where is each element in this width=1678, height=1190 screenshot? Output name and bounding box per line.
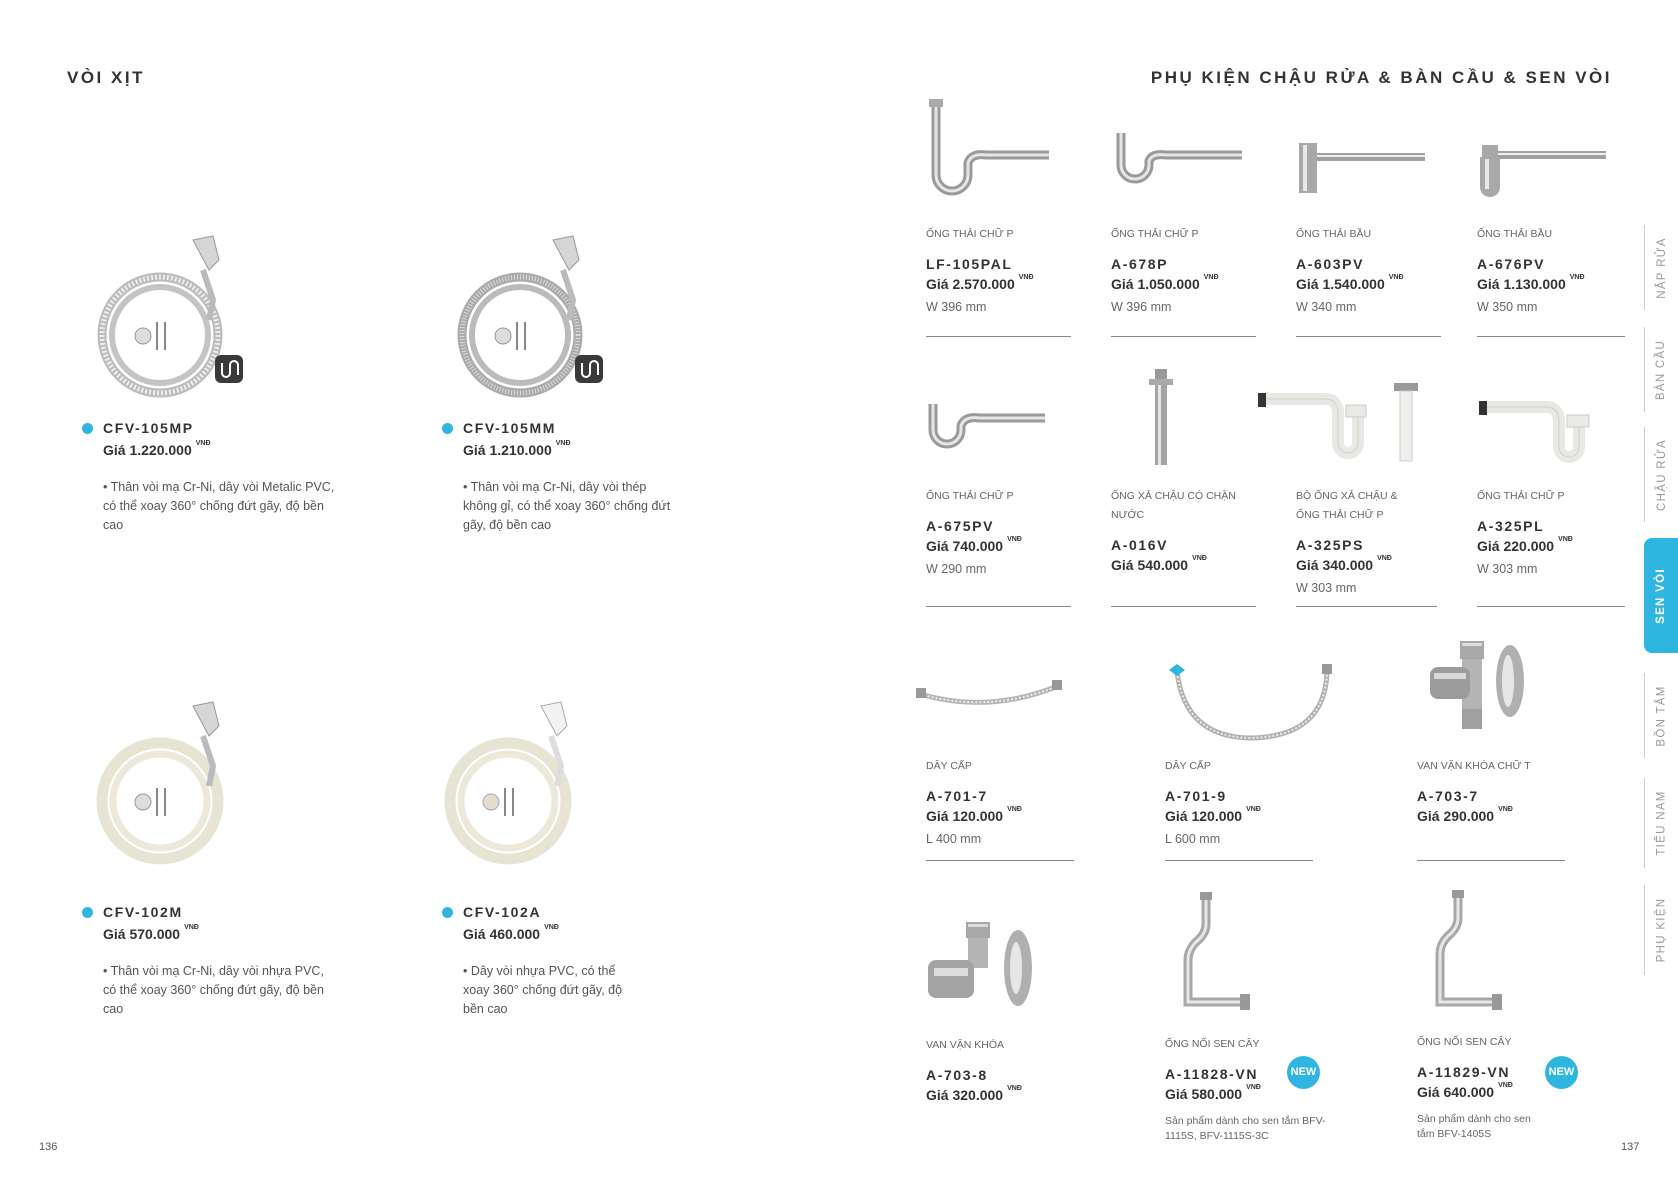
divider [1296,606,1437,607]
product-code: A-325PL [1477,518,1545,534]
tab-sen-voi[interactable]: SEN VÒI [1644,538,1678,653]
product-category: ỐNG THẢI BẦU [1296,228,1372,240]
bullet-dot [442,423,453,434]
product-a-678p [1111,225,1256,314]
product-price: Giá 570.000 $^{VNĐ}$ [103,924,199,942]
product-code: A-703-7 [1417,788,1479,804]
product-code: CFV-105MP [103,420,194,436]
bidet-sprayer-steel-hose-image [445,230,625,410]
product-code: A-676PV [1477,256,1546,272]
divider [926,336,1071,337]
product-code: A-11829-VN [1417,1064,1511,1080]
divider [926,860,1074,861]
bullet-dot [442,907,453,918]
product-a-603pv [1296,225,1441,314]
product-a-703-7 [1417,757,1565,824]
product-price: Giá 1.210.000 $^{VNĐ}$ [463,440,571,458]
tab-nap-rua[interactable]: NẮP RỬA [1644,225,1678,310]
product-category: BỘ ỐNG XẢ CHẬU & ỐNG THẢI CHỮ P [1296,490,1398,521]
bidet-sprayer-metal-hose-image [85,230,265,410]
new-badge: NEW [1287,1056,1320,1089]
product-code: LF-105PAL [926,256,1013,272]
product-code: CFV-102M [103,904,183,920]
product-dimension: W 396 mm [926,300,987,314]
drain-valve-image [1141,367,1181,467]
p-trap-white-image [1477,387,1607,467]
product-code: A-016V [1111,537,1169,553]
product-code: A-11828-VN [1165,1066,1259,1082]
bidet-sprayer-pvc-hose-image [85,696,265,876]
product-category: VAN VẶN KHÓA [926,1039,1004,1051]
page-number-left: 136 [39,1141,58,1153]
product-a-675pv [926,487,1071,576]
product-a-11829-vn [1417,1033,1617,1142]
bullet-dot [82,423,93,434]
supply-hose-image [1165,662,1340,742]
product-price: Giá 740.000 $^{VNĐ}$ [926,536,1022,554]
product-price: Giá 340.000 $^{VNĐ}$ [1296,555,1392,573]
product-a-325ps [1296,487,1441,595]
product-price: Giá 1.540.000 $^{VNĐ}$ [1296,274,1404,292]
product-description: • Thân vòi mạ Cr-Ni, dây vòi thép không gỉ, có thể xoay 360° chống đứt gãy, độ bền cao [463,480,671,532]
divider [1111,336,1256,337]
product-lf-105pal [926,225,1071,314]
product-code: A-325PS [1296,537,1365,553]
product-description: • Thân vòi mạ Cr-Ni, dây vòi nhựa PVC, có thể xoay 360° chống đứt gãy, độ bền cao [103,964,324,1016]
product-category: ỐNG NỐI SEN CÂY [1165,1038,1260,1050]
product-price: Giá 290.000 $^{VNĐ}$ [1417,806,1513,824]
p-trap-pipe-image [1106,125,1246,205]
bullet-dot [82,907,93,918]
tab-ban-cau[interactable]: BÀN CẦU [1644,327,1678,412]
product-code: A-703-8 [926,1067,988,1083]
tab-phu-kien[interactable]: PHỤ KIỆN [1644,885,1678,975]
product-price: Giá 220.000 $^{VNĐ}$ [1477,536,1573,554]
product-code: A-678P [1111,256,1169,272]
product-description: • Thân vòi mạ Cr-Ni, dây vòi Metalic PVC, có thể xoay 360° chống đứt gãy, độ bền cao [103,480,335,532]
drain-and-trap-set-image [1256,377,1436,467]
product-category: DÂY CẤP [926,760,972,772]
product-price: Giá 640.000 $^{VNĐ}$ [1417,1082,1513,1100]
product-note: Sản phẩm dành cho sen tắm BFV-1115S, BFV-1115S-3C [1165,1115,1326,1142]
divider [1296,336,1441,337]
tab-bon-tam[interactable]: BỒN TẮM [1644,673,1678,758]
product-dimension: W 303 mm [1477,562,1538,576]
left-section-title: VÒI XỊT [67,68,145,87]
product-dimension: W 290 mm [926,562,987,576]
product-price: Giá 460.000 $^{VNĐ}$ [463,924,559,942]
right-section-title: PHỤ KIỆN CHẬU RỬA & BÀN CẦU & SEN VÒI [1150,68,1612,87]
product-category: ỐNG NỐI SEN CÂY [1417,1036,1512,1048]
product-price: Giá 1.220.000 $^{VNĐ}$ [103,440,211,458]
product-price: Giá 1.050.000 $^{VNĐ}$ [1111,274,1219,292]
product-code: CFV-102A [463,904,542,920]
product-a-703-8 [926,1036,1074,1103]
p-trap-pipe-image [921,392,1051,462]
divider [1477,336,1625,337]
tab-chau-rua[interactable]: CHẬU RỬA [1644,427,1678,522]
product-code: CFV-105MM [463,420,556,436]
product-category: VAN VẶN KHÓA CHỮ T [1417,760,1531,772]
product-price: Giá 540.000 $^{VNĐ}$ [1111,555,1207,573]
product-a-676pv [1477,225,1622,314]
shower-column-connector-image [1422,888,1512,1013]
bottle-trap-pipe-image [1472,135,1612,205]
divider [1111,606,1256,607]
product-dimension: W 340 mm [1296,300,1357,314]
product-dimension: W 396 mm [1111,300,1172,314]
product-category: ỐNG THẢI BẦU [1477,228,1553,240]
product-category: DÂY CẤP [1165,760,1211,772]
product-dimension: W 303 mm [1296,581,1357,595]
t-angle-valve-image [1422,637,1532,737]
product-price: Giá 320.000 $^{VNĐ}$ [926,1085,1022,1103]
product-a-11828-vn [1165,1035,1365,1144]
divider [1165,860,1313,861]
product-code: A-675PV [926,518,995,534]
product-description: • Dây vòi nhựa PVC, có thể xoay 360° chống đứt gãy, độ bền cao [463,964,623,1016]
divider [1477,606,1625,607]
product-category: ỐNG THẢI CHỮ P [1477,490,1565,502]
product-a-701-9 [1165,757,1313,846]
shower-column-connector-image [1170,890,1260,1015]
product-code: A-701-7 [926,788,988,804]
product-price: Giá 2.570.000 $^{VNĐ}$ [926,274,1034,292]
product-code: A-701-9 [1165,788,1227,804]
product-code: A-603PV [1296,256,1365,272]
product-a-325pl [1477,487,1625,576]
page-number-right: 137 [1621,1141,1640,1153]
bidet-sprayer-white-image [433,696,613,876]
product-note: Sản phẩm dành cho sen tắm BFV-1405S [1417,1113,1531,1140]
supply-hose-image [914,672,1064,722]
p-trap-pipe-image [921,95,1056,205]
divider [926,606,1071,607]
product-a-701-7 [926,757,1074,846]
bottle-trap-pipe-image [1291,135,1431,205]
product-category: ỐNG XẢ CHẬU CÓ CHẶN NƯỚC [1111,490,1236,521]
product-dimension: L 600 mm [1165,832,1221,846]
product-price: Giá 1.130.000 $^{VNĐ}$ [1477,274,1585,292]
product-dimension: W 350 mm [1477,300,1538,314]
product-price: Giá 580.000 $^{VNĐ}$ [1165,1084,1261,1102]
product-a-016v [1111,487,1256,573]
tab-tieu-nam[interactable]: TIỂU NAM [1644,778,1678,868]
product-price: Giá 120.000 $^{VNĐ}$ [1165,806,1261,824]
new-badge: NEW [1545,1056,1578,1089]
product-category: ỐNG THẢI CHỮ P [926,490,1014,502]
product-price: Giá 120.000 $^{VNĐ}$ [926,806,1022,824]
angle-valve-image [926,916,1041,1016]
product-dimension: L 400 mm [926,832,982,846]
product-category: ỐNG THẢI CHỮ P [926,228,1014,240]
divider [1417,860,1565,861]
product-category: ỐNG THẢI CHỮ P [1111,228,1199,240]
